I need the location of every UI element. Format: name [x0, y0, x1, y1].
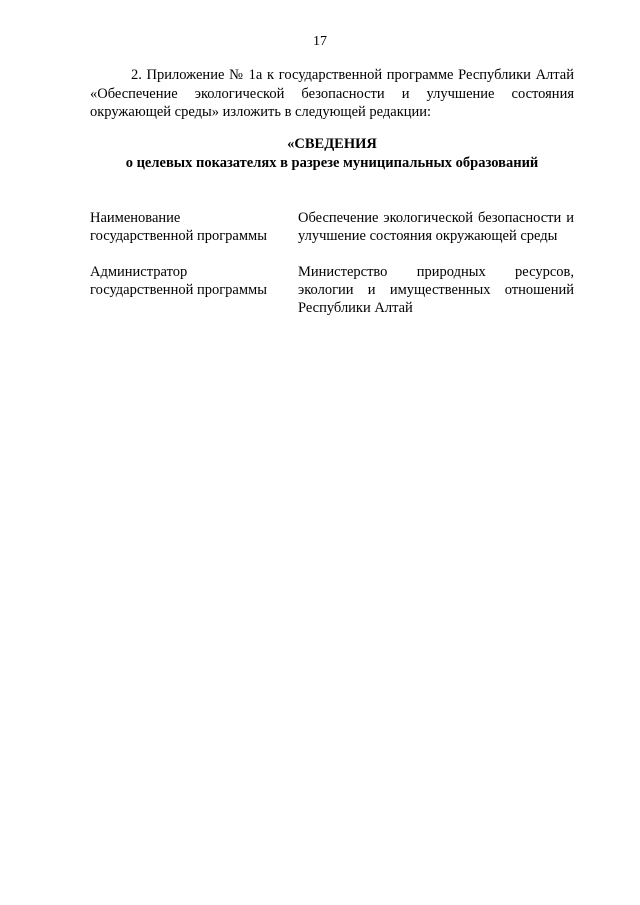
page-number: 17 — [313, 34, 327, 49]
passport-label-line: государственной программы — [90, 228, 267, 244]
passport-row-administrator — [90, 263, 574, 317]
passport-value: Обеспечение экологической безопасности и улучшение состояния окружающей среды — [298, 210, 574, 244]
passport-label-line: государственной программы — [90, 282, 267, 298]
passport-label — [90, 209, 286, 245]
passport-label — [90, 263, 286, 317]
passport-label-line: Наименование — [90, 210, 181, 226]
heading-title: «СВЕДЕНИЯ — [287, 136, 377, 152]
passport-row-program-name — [90, 209, 574, 245]
section-heading — [90, 135, 574, 173]
program-passport-table — [90, 209, 574, 335]
passport-label-line: Администратор — [90, 264, 188, 280]
intro-paragraph: 2. Приложение № 1а к государственной программе Республики Алтай «Обеспечение экологической безопасности и улучшение состояния окружающей среды» изложить в следующей редакции: — [90, 67, 574, 120]
passport-value: Министерство природных ресурсов, экологии и имущественных отношений Республики Алтай — [298, 264, 574, 316]
heading-subtitle: о целевых показателях в разрезе муниципальных образований — [125, 155, 539, 171]
